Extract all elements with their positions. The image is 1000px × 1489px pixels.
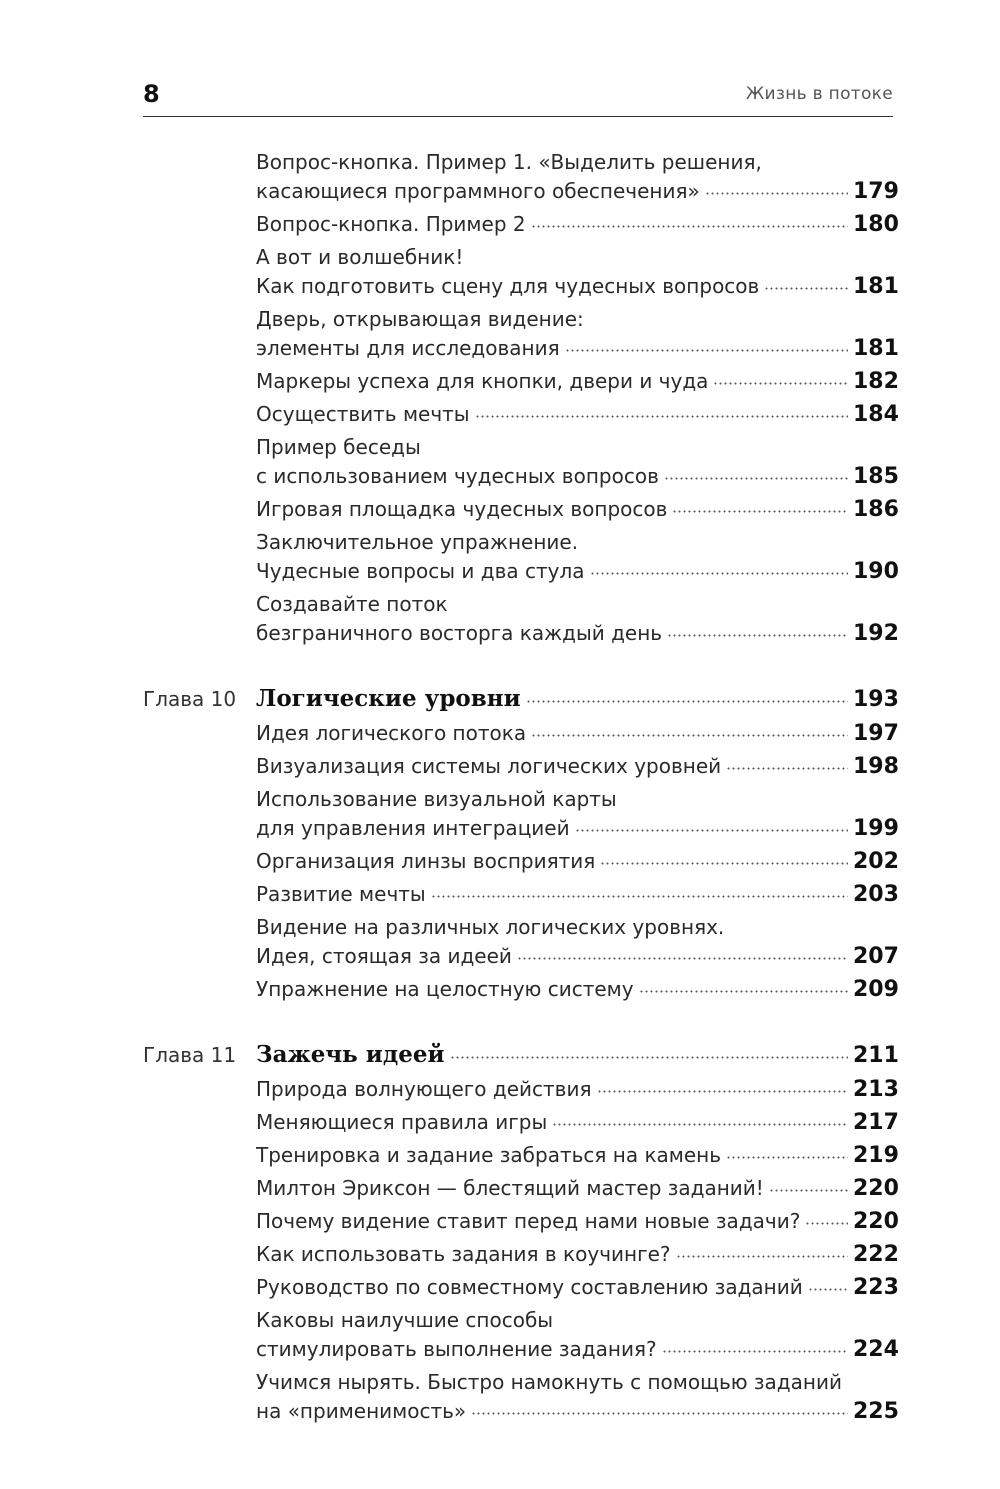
toc-entry-line xyxy=(256,557,853,586)
dot-leader xyxy=(531,223,848,229)
toc-entry-line-text: Тренировка и задание забраться на камень xyxy=(256,1143,722,1167)
toc-entry-text xyxy=(256,752,853,781)
toc-entry-text xyxy=(256,400,853,429)
toc-page-number: 219 xyxy=(853,1143,899,1168)
toc-entry-text xyxy=(256,590,853,648)
toc-page-number: 220 xyxy=(853,1176,899,1201)
toc-page-number: 224 xyxy=(853,1337,899,1362)
toc-entry-line-text: безграничного восторга каждый день xyxy=(256,621,663,645)
dot-leader xyxy=(431,893,848,899)
toc-entry-line-text: Пример беседы xyxy=(256,435,421,459)
toc-entry-line xyxy=(256,210,853,239)
toc-entry-line xyxy=(256,1174,853,1203)
toc-entry-line-text: Создавайте поток xyxy=(256,592,448,616)
toc-entry-line xyxy=(256,433,853,462)
dot-leader xyxy=(531,732,848,738)
toc-entry-line xyxy=(256,1368,853,1397)
toc-entry xyxy=(143,1273,899,1302)
toc-page-number: 184 xyxy=(853,402,899,427)
toc-entry-line xyxy=(256,367,853,396)
toc-entry xyxy=(143,1108,899,1137)
toc-entry-text xyxy=(256,1207,853,1236)
toc-entry-line xyxy=(256,1306,853,1335)
toc-entry-line xyxy=(256,148,853,177)
dot-leader xyxy=(764,285,848,291)
toc-entry-line-text: Как использовать задания в коучинге? xyxy=(256,1242,671,1266)
toc-entry-line-text: Упражнение на целостную систему xyxy=(256,977,634,1001)
toc-entry-text xyxy=(256,243,853,301)
toc-entry xyxy=(143,1240,899,1269)
dot-leader xyxy=(726,765,848,771)
toc-entry xyxy=(143,433,899,491)
chapter-page-number: 193 xyxy=(853,687,899,712)
toc-entry-text xyxy=(256,148,853,206)
toc-entry-line xyxy=(256,913,853,942)
toc-entry-text xyxy=(256,210,853,239)
toc-entry-text xyxy=(256,1306,853,1364)
toc-entry-text xyxy=(256,1141,853,1170)
toc-page-number: 209 xyxy=(853,977,899,1002)
toc-entry-line-text: на «применимость» xyxy=(256,1399,467,1423)
toc-entry-text xyxy=(256,528,853,586)
toc-entry-text xyxy=(256,433,853,491)
toc-entry-line-text: Видение на различных логических уровнях. xyxy=(256,915,725,939)
toc-entry-line xyxy=(256,752,853,781)
toc-page-number: 222 xyxy=(853,1242,899,1267)
toc-entry-line-text: Природа волнующего действия xyxy=(256,1077,592,1101)
dot-leader xyxy=(639,988,848,994)
toc-entry-line-text: Визуализация системы логических уровней xyxy=(256,754,722,778)
toc-entry xyxy=(143,1368,899,1426)
toc-entry-line-text: Дверь, открывающая видение: xyxy=(256,307,584,331)
toc-entry-text xyxy=(256,495,853,524)
chapter-10-entries xyxy=(143,719,899,1004)
toc-entry-line xyxy=(256,305,853,334)
toc-entry-line xyxy=(256,975,853,1004)
toc-page-number: 181 xyxy=(853,336,899,361)
toc-entry-line xyxy=(256,1108,853,1137)
toc-entry-text xyxy=(256,785,853,843)
page-header xyxy=(143,72,893,117)
toc-entry-line-text: для управления интеграцией xyxy=(256,816,570,840)
toc-entry-line-text: касающиеся программного обеспечения» xyxy=(256,179,700,203)
toc-entry xyxy=(143,367,899,396)
dot-leader xyxy=(600,860,848,866)
toc-entry-line-text: Организация линзы восприятия xyxy=(256,849,596,873)
toc-entry xyxy=(143,210,899,239)
toc-entry-text xyxy=(256,975,853,1004)
dot-leader xyxy=(676,1253,848,1259)
toc-entry-text xyxy=(256,1174,853,1203)
toc-entry xyxy=(143,719,899,748)
chapter-label: Глава 11 xyxy=(143,1043,237,1067)
toc-page-number: 186 xyxy=(853,497,899,522)
toc-entry-line-text: Вопрос-кнопка. Пример 1. «Выделить решения, xyxy=(256,150,762,174)
dot-leader xyxy=(805,1220,848,1226)
toc-entry-line-text: Почему видение ставит перед нами новые задачи? xyxy=(256,1209,801,1233)
toc-entry xyxy=(143,1141,899,1170)
toc-entry-line xyxy=(256,243,853,272)
toc-entry-line-text: Развитие мечты xyxy=(256,882,426,906)
toc-entry-line xyxy=(256,272,853,301)
toc-page-number: 190 xyxy=(853,559,899,584)
toc-entry-line xyxy=(256,619,853,648)
dot-leader xyxy=(705,190,848,196)
toc-entry xyxy=(143,243,899,301)
toc-entry-text xyxy=(256,1368,853,1426)
chapter-title: Зажечь идеей xyxy=(256,1041,445,1068)
toc-entry-text xyxy=(256,1075,853,1104)
toc-page-number: 213 xyxy=(853,1077,899,1102)
toc-entry-line xyxy=(256,942,853,971)
toc-entry xyxy=(143,847,899,876)
dot-leader xyxy=(475,413,848,419)
toc-entry xyxy=(143,752,899,781)
toc-entry-line-text: Вопрос-кнопка. Пример 2 xyxy=(256,212,526,236)
toc-entry-line xyxy=(256,1207,853,1236)
toc-page-number: 192 xyxy=(853,621,899,646)
dot-leader xyxy=(672,508,848,514)
toc-entry xyxy=(143,400,899,429)
toc-entry-line-text: Милтон Эриксон — блестящий мастер заданий! xyxy=(256,1176,764,1200)
toc-entry-line xyxy=(256,1240,853,1269)
toc-entry-line-text: Заключительное упражнение. xyxy=(256,530,579,554)
toc-entry-line-text: Руководство по совместному составлению заданий xyxy=(256,1275,803,1299)
toc-entry-line-text: Меняющиеся правила игры xyxy=(256,1110,548,1134)
dot-leader xyxy=(726,1154,848,1160)
toc-entry xyxy=(143,148,899,206)
toc-entry xyxy=(143,590,899,648)
toc-entry-line xyxy=(256,177,853,206)
dot-leader xyxy=(450,1054,848,1060)
toc-entry-line xyxy=(256,1141,853,1170)
toc-entry xyxy=(143,880,899,909)
toc-entry-line xyxy=(256,1335,853,1364)
toc-section-continued xyxy=(143,148,899,648)
toc-entry-line xyxy=(256,1397,853,1426)
toc-entry xyxy=(143,1174,899,1203)
dot-leader xyxy=(662,1348,848,1354)
dot-leader xyxy=(769,1187,848,1193)
dot-leader xyxy=(565,347,848,353)
dot-leader xyxy=(575,827,848,833)
toc-page-number: 207 xyxy=(853,944,899,969)
toc-entry-line xyxy=(256,880,853,909)
dot-leader xyxy=(713,380,848,386)
toc-entry xyxy=(143,1306,899,1364)
toc-page-number: 197 xyxy=(853,721,899,746)
toc-entry-line xyxy=(256,590,853,619)
toc-entry-line-text: Идея логического потока xyxy=(256,721,527,745)
toc-page-number: 202 xyxy=(853,849,899,874)
dot-leader xyxy=(590,570,849,576)
toc-entry-line-text: Маркеры успеха для кнопки, двери и чуда xyxy=(256,369,709,393)
toc-entry-line-text: Игровая площадка чудесных вопросов xyxy=(256,497,668,521)
toc-entry-line xyxy=(256,462,853,491)
toc-entry-line-text: Учимся нырять. Быстро намокнуть с помощью заданий xyxy=(256,1370,842,1394)
toc-page-number: 180 xyxy=(853,212,899,237)
toc-entry-text xyxy=(256,1273,853,1302)
toc-entry-text xyxy=(256,1240,853,1269)
toc-entry-text xyxy=(256,367,853,396)
dot-leader xyxy=(667,632,848,638)
toc-entry-line xyxy=(256,785,853,814)
toc-page-number: 203 xyxy=(853,882,899,907)
chapter-title: Логические уровни xyxy=(256,685,521,712)
toc-page-number: 181 xyxy=(853,274,899,299)
dot-leader xyxy=(526,698,848,704)
chapter-11-entries xyxy=(143,1075,899,1426)
dot-leader xyxy=(664,475,848,481)
toc-entry-text xyxy=(256,847,853,876)
toc-page-number: 217 xyxy=(853,1110,899,1135)
toc-page-number: 198 xyxy=(853,754,899,779)
toc-entry-text xyxy=(256,1108,853,1137)
toc-entry-line xyxy=(256,528,853,557)
toc-entry-line-text: А вот и волшебник! xyxy=(256,245,464,269)
toc-entry-line xyxy=(256,334,853,363)
dot-leader xyxy=(808,1286,848,1292)
toc-entry xyxy=(143,528,899,586)
toc-entry-line-text: Чудесные вопросы и два стула xyxy=(256,559,585,583)
chapter-page-number: 211 xyxy=(853,1043,899,1068)
toc-page-number: 220 xyxy=(853,1209,899,1234)
toc-page-number: 185 xyxy=(853,464,899,489)
toc-entry xyxy=(143,1075,899,1104)
chapter-11-heading xyxy=(143,1040,899,1071)
toc-entry-line-text: стимулировать выполнение задания? xyxy=(256,1337,657,1361)
toc-entry-line xyxy=(256,814,853,843)
toc-page-number: 182 xyxy=(853,369,899,394)
running-title: Жизнь в потоке xyxy=(745,84,893,104)
toc-entry-line-text: Использование визуальной карты xyxy=(256,787,617,811)
toc-entry-text xyxy=(256,305,853,363)
toc-entry-line xyxy=(256,1273,853,1302)
toc-page-number: 223 xyxy=(853,1275,899,1300)
toc-entry-line xyxy=(256,719,853,748)
toc-entry-line-text: Как подготовить сцену для чудесных вопросов xyxy=(256,274,760,298)
toc-entry-line-text: Идея, стоящая за идеей xyxy=(256,944,512,968)
toc-entry-line-text: Осуществить мечты xyxy=(256,402,470,426)
toc-entry xyxy=(143,785,899,843)
toc-page-number: 225 xyxy=(853,1399,899,1424)
toc-entry xyxy=(143,495,899,524)
toc-entry-line xyxy=(256,1075,853,1104)
toc-page-number: 179 xyxy=(853,179,899,204)
toc-entry-line-text: Каковы наилучшие способы xyxy=(256,1308,554,1332)
toc-entry-text xyxy=(256,719,853,748)
dot-leader xyxy=(597,1088,849,1094)
page-number: 8 xyxy=(143,80,160,108)
toc-page-number: 199 xyxy=(853,816,899,841)
toc-entry-text xyxy=(256,880,853,909)
toc-entry-line xyxy=(256,847,853,876)
toc-entry-line-text: элементы для исследования xyxy=(256,336,560,360)
toc-entry-line xyxy=(256,400,853,429)
toc-entry xyxy=(143,305,899,363)
toc-entry-text xyxy=(256,913,853,971)
dot-leader xyxy=(471,1410,848,1416)
chapter-label: Глава 10 xyxy=(143,687,237,711)
table-of-contents xyxy=(143,148,899,1430)
toc-entry-line xyxy=(256,495,853,524)
toc-entry xyxy=(143,975,899,1004)
dot-leader xyxy=(552,1121,848,1127)
toc-entry xyxy=(143,913,899,971)
toc-entry-line-text: с использованием чудесных вопросов xyxy=(256,464,659,488)
dot-leader xyxy=(517,955,848,961)
chapter-10-heading xyxy=(143,684,899,715)
toc-entry xyxy=(143,1207,899,1236)
